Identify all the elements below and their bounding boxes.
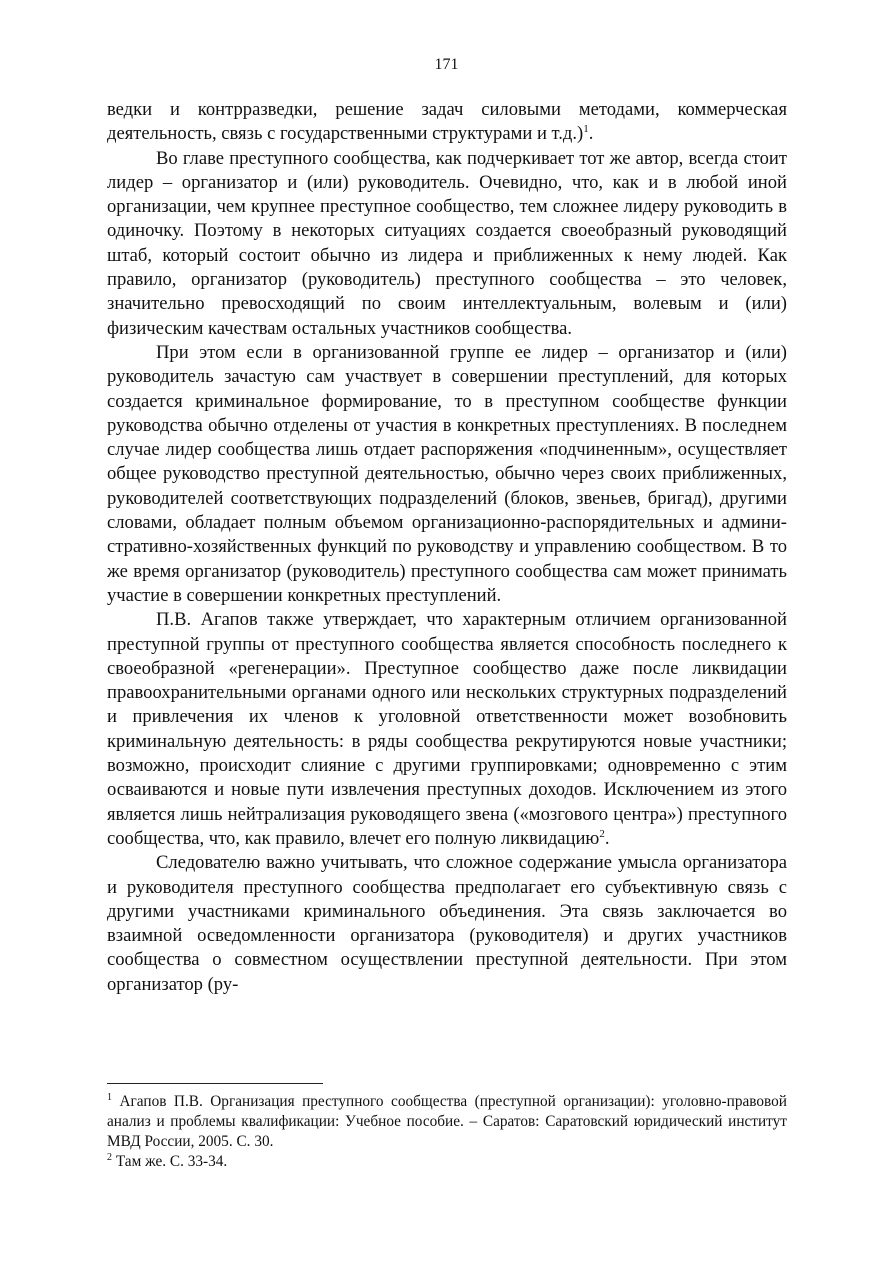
- paragraph-text: П.В. Агапов также утверждает, что характерным отличием организованной преступной группы от преступного сообщества является способность последнего к своеобразной «регенерации». Преступное сообщество даже после ликвидации правоохранительными органами одного или нескольких структурных подразделений и привлечения их членов к уголовной ответственности может возобновить криминальную деятельность: в ряды сообщества рекрутируются новые участники; возможно, происходит слияние с другими группировками; одновременно с этим осваиваются и новые пути извлечения преступных доходов. Исключением из этого является лишь нейтрализация руководящего звена («мозгового центра») преступного сообщества, что, как правило, влечет его полную ликвидацию: [107, 609, 787, 849]
- paragraph: [107, 341, 787, 608]
- paragraph-suffix: .: [604, 827, 610, 849]
- paragraph-continuation: [107, 98, 787, 147]
- footnote-number: 2: [107, 1152, 112, 1163]
- footnote-number: 1: [107, 1092, 112, 1103]
- footnote-divider: [107, 1083, 323, 1084]
- paragraph-text: ведки и контрразведки, решение задач силовыми методами, коммерческая деятельность, связь с государственными структурами и т.д.): [107, 99, 787, 145]
- paragraph-text: Следователю важно учитывать, что сложное содержание умысла организатора и руководителя преступного сообщества предполагает его субъективную связь с другими участниками криминального объединения. Эта связь заключается во взаимной осведомленности организатора (руководителя) и других участников сообщества о совместном осуществлении преступной деятельности. При этом организатор (ру-: [107, 852, 787, 995]
- paragraph: [107, 851, 787, 997]
- footnote-text: Агапов П.В. Организация преступного сообщества (преступной организации): уголовно-правовой анализ и проблемы квалификации: Учебное пособие. – Саратов: Саратовский юридический институт МВД России, 2005. С. 30.: [107, 1093, 787, 1150]
- paragraph: [107, 147, 787, 341]
- footnote-reference[interactable]: 2: [599, 827, 605, 840]
- paragraph-text: При этом если в организованной группе ее лидер – организатор и (или) руководитель зачастую сам участвует в совершении преступлений, для которых создается криминальное формирование, то в преступном сообществе функции руководства обычно отделены от участия в конкретных преступлениях. В последнем случае лидер сообщества лишь отдает распоряжения «подчиненным», осуществляет общее руководство преступной деятельностью, обычно через своих приближенных, руководителей соответствующих подразделений (блоков, звеньев, бригад), другими словами, обладает полным объемом организационно-распорядительных и административно-хозяйственных функций по руководству и управлению сообществом. В то же время организатор (руководитель) преступного сообщества сам может принимать участие в совершении конкретных преступлений.: [107, 341, 787, 606]
- footnote-text: Там же. С. 33-34.: [115, 1153, 228, 1170]
- footnotes: [107, 1092, 787, 1172]
- paragraph: [107, 608, 787, 851]
- footnote: [107, 1152, 787, 1172]
- paragraph-suffix: .: [588, 123, 594, 145]
- body-text: [107, 98, 787, 997]
- paragraph-text: Во главе преступного сообщества, как подчеркивает тот же автор, всегда стоит лидер – организатор и (или) руководитель. Очевидно, что, как и в любой иной организации, чем крупнее преступное сообщество, тем сложнее лидеру руководить в одиночку. Поэтому в некоторых ситуациях создается своеобразный руководящий штаб, который состоит обычно из лидера и приближенных к нему людей. Как правило, организатор (руководитель) преступного сообщества – это человек, значительно превосходящий по своим интеллектуальным, волевым и (или) физическим качествам остальных участников сообщества.: [107, 147, 787, 339]
- footnote-reference[interactable]: 1: [583, 123, 589, 136]
- page-number: 171: [434, 56, 459, 73]
- footnote: [107, 1092, 787, 1152]
